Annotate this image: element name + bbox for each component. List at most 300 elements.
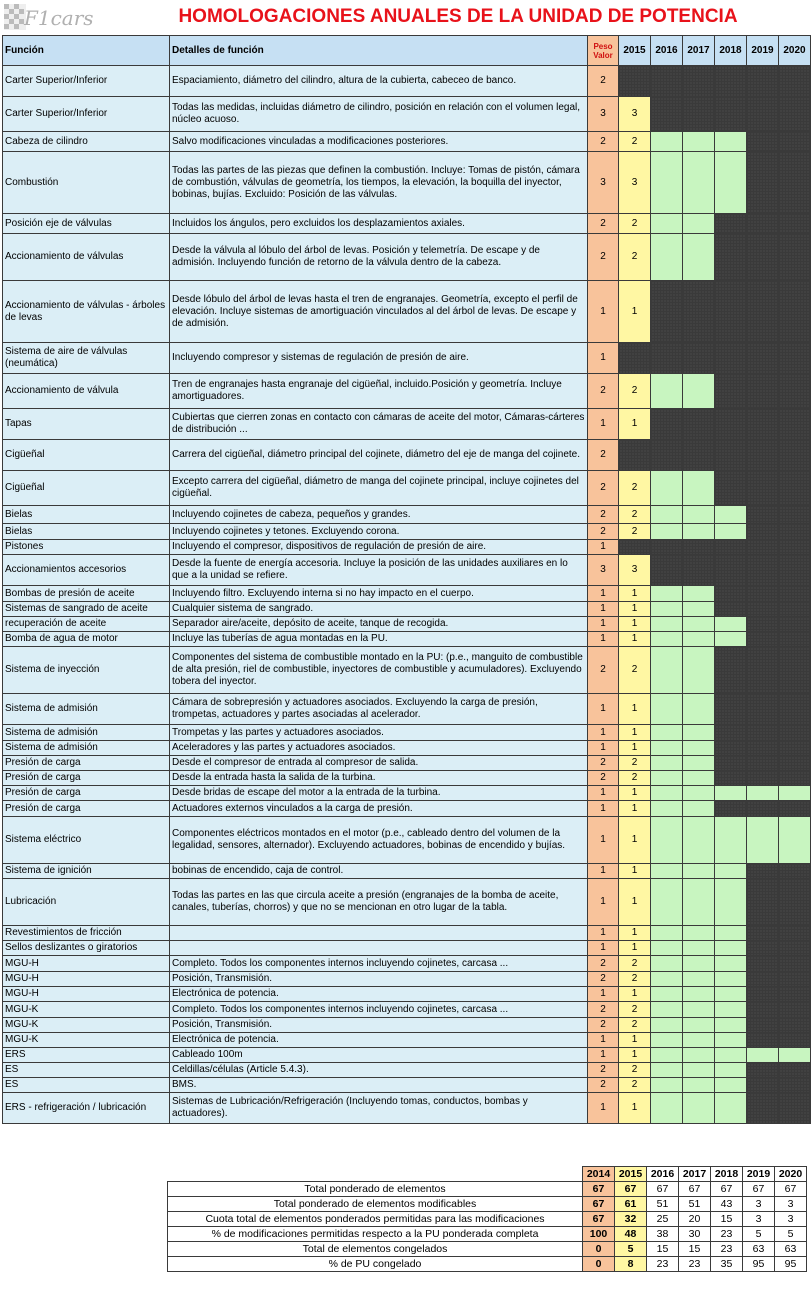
- cell-year-2019: [747, 987, 779, 1002]
- cell-year-2019: [747, 1093, 779, 1124]
- cell-year-2016: [651, 524, 683, 540]
- cell-funcion: Accionamiento de válvula: [3, 374, 170, 409]
- cell-peso-valor: 1: [588, 987, 619, 1002]
- cell-year-2018: [715, 864, 747, 879]
- table-row: [3, 602, 811, 617]
- cell-year-2019: [747, 926, 779, 941]
- cell-year-2018: [715, 506, 747, 524]
- cell-year-2019: [747, 771, 779, 786]
- summary-value-2015: 48: [615, 1227, 647, 1242]
- cell-year-2016: [651, 1078, 683, 1093]
- cell-year-2015: 3: [619, 152, 651, 214]
- cell-year-2020: [779, 343, 811, 374]
- cell-year-2015: 1: [619, 1033, 651, 1048]
- cell-year-2016: [651, 1093, 683, 1124]
- cell-year-2015: 1: [619, 725, 651, 741]
- table-row: [3, 471, 811, 506]
- cell-year-2018: [715, 440, 747, 471]
- cell-year-2018: [715, 524, 747, 540]
- cell-year-2017: [683, 987, 715, 1002]
- summary-year-2014: 2014: [583, 1167, 615, 1182]
- cell-detalles: Incluyendo cojinetes de cabeza, pequeños y grandes.: [170, 506, 588, 524]
- cell-year-2015: 2: [619, 756, 651, 771]
- cell-year-2017: [683, 801, 715, 817]
- cell-peso-valor: 2: [588, 756, 619, 771]
- cell-year-2020: [779, 506, 811, 524]
- cell-year-2018: [715, 632, 747, 647]
- cell-detalles: bobinas de encendido, caja de control.: [170, 864, 588, 879]
- cell-year-2020: [779, 1033, 811, 1048]
- cell-year-2015: 2: [619, 956, 651, 972]
- summary-value-2017: 51: [679, 1197, 711, 1212]
- cell-year-2017: [683, 152, 715, 214]
- cell-detalles: Todas las partes en las que circula aceite a presión (engranajes de la bomba de aceite, canales, tuberías, chorros) y que no se mencionan en otro lugar de la tabla.: [170, 879, 588, 926]
- cell-funcion: Accionamientos accesorios: [3, 555, 170, 586]
- cell-year-2018: [715, 97, 747, 132]
- cell-year-2016: [651, 1018, 683, 1033]
- cell-year-2015: 2: [619, 214, 651, 234]
- cell-year-2017: [683, 1018, 715, 1033]
- summary-value-2020: 95: [775, 1257, 807, 1272]
- cell-year-2019: [747, 540, 779, 555]
- cell-year-2019: [747, 602, 779, 617]
- cell-peso-valor: 2: [588, 972, 619, 987]
- cell-year-2020: [779, 941, 811, 956]
- summary-value-2019: 95: [743, 1257, 775, 1272]
- cell-year-2018: [715, 1018, 747, 1033]
- cell-year-2019: [747, 214, 779, 234]
- cell-detalles: Desde la fuente de energía accesoria. Incluye la posición de las unidades auxiliares en lo que a la unidad se refiere.: [170, 555, 588, 586]
- cell-year-2018: [715, 152, 747, 214]
- cell-year-2019: [747, 801, 779, 817]
- table-row: [3, 786, 811, 801]
- cell-year-2019: [747, 725, 779, 741]
- cell-detalles: Incluyendo filtro. Excluyendo interna si no hay impacto en el cuerpo.: [170, 586, 588, 602]
- cell-year-2019: [747, 956, 779, 972]
- cell-year-2017: [683, 132, 715, 152]
- cell-year-2018: [715, 741, 747, 756]
- cell-year-2017: [683, 864, 715, 879]
- cell-funcion: Tapas: [3, 409, 170, 440]
- svg-text:F1cars: F1cars: [24, 6, 94, 30]
- cell-year-2015: 2: [619, 1002, 651, 1018]
- table-row: [3, 440, 811, 471]
- cell-year-2015: 2: [619, 506, 651, 524]
- table-row: [3, 1018, 811, 1033]
- cell-funcion: Presión de carga: [3, 756, 170, 771]
- cell-year-2015: 1: [619, 602, 651, 617]
- cell-year-2015: 1: [619, 801, 651, 817]
- cell-year-2020: [779, 281, 811, 343]
- summary-table-body: [168, 1167, 807, 1272]
- cell-year-2019: [747, 1078, 779, 1093]
- cell-year-2020: [779, 214, 811, 234]
- cell-year-2020: [779, 617, 811, 632]
- cell-year-2017: [683, 1002, 715, 1018]
- cell-year-2019: [747, 586, 779, 602]
- summary-row: [168, 1197, 807, 1212]
- summary-year-2016: 2016: [647, 1167, 679, 1182]
- cell-year-2015: 1: [619, 1048, 651, 1063]
- summary-year-2020: 2020: [775, 1167, 807, 1182]
- cell-year-2019: [747, 756, 779, 771]
- cell-year-2015: [619, 440, 651, 471]
- cell-year-2017: [683, 281, 715, 343]
- cell-detalles: Todas las partes de las piezas que definen la combustión. Incluye: Tomas de pistón, cámara de combustión, válvulas de geometría, los tiempos, la elevación, la boquilla del inyector, bobinas, bujías. Excluido: Posición de las válvulas.: [170, 152, 588, 214]
- cell-year-2018: [715, 647, 747, 694]
- cell-year-2018: [715, 540, 747, 555]
- cell-year-2015: 2: [619, 771, 651, 786]
- table-row: [3, 506, 811, 524]
- cell-year-2019: [747, 524, 779, 540]
- summary-row: [168, 1212, 807, 1227]
- cell-year-2016: [651, 956, 683, 972]
- table-row: [3, 632, 811, 647]
- cell-year-2020: [779, 864, 811, 879]
- cell-year-2018: [715, 941, 747, 956]
- cell-year-2020: [779, 132, 811, 152]
- summary-value-2014: 67: [583, 1182, 615, 1197]
- cell-year-2019: [747, 817, 779, 864]
- cell-year-2015: 2: [619, 647, 651, 694]
- cell-year-2019: [747, 506, 779, 524]
- table-row: [3, 817, 811, 864]
- cell-year-2015: [619, 540, 651, 555]
- cell-peso-valor: 2: [588, 132, 619, 152]
- cell-peso-valor: 1: [588, 1033, 619, 1048]
- cell-year-2016: [651, 152, 683, 214]
- cell-peso-valor: 2: [588, 1078, 619, 1093]
- cell-year-2015: 1: [619, 1093, 651, 1124]
- cell-year-2019: [747, 647, 779, 694]
- cell-funcion: MGU-K: [3, 1033, 170, 1048]
- f1cars-logo: [4, 4, 104, 30]
- cell-year-2015: 1: [619, 817, 651, 864]
- cell-year-2017: [683, 343, 715, 374]
- cell-funcion: MGU-H: [3, 956, 170, 972]
- cell-funcion: Sistema de admisión: [3, 725, 170, 741]
- cell-year-2016: [651, 941, 683, 956]
- cell-year-2018: [715, 1048, 747, 1063]
- cell-year-2020: [779, 1093, 811, 1124]
- cell-year-2017: [683, 879, 715, 926]
- cell-funcion: Posición eje de válvulas: [3, 214, 170, 234]
- summary-row: [168, 1182, 807, 1197]
- cell-year-2015: 2: [619, 524, 651, 540]
- header-year-2019: 2019: [747, 36, 779, 66]
- table-row: [3, 234, 811, 281]
- cell-year-2019: [747, 617, 779, 632]
- cell-funcion: ES: [3, 1063, 170, 1078]
- cell-year-2015: 1: [619, 741, 651, 756]
- cell-peso-valor: 2: [588, 956, 619, 972]
- cell-year-2018: [715, 926, 747, 941]
- cell-year-2019: [747, 864, 779, 879]
- cell-detalles: Incluye las tuberías de agua montadas en la PU.: [170, 632, 588, 647]
- cell-funcion: Carter Superior/Inferior: [3, 97, 170, 132]
- cell-year-2018: [715, 956, 747, 972]
- cell-detalles: Componentes del sistema de combustible montado en la PU: (p.e., manguito de combustible de alta presión, riel de combustible, inyectores de combustible y acumuladores). Excluyendo tobera del inyector.: [170, 647, 588, 694]
- cell-year-2020: [779, 879, 811, 926]
- cell-year-2020: [779, 97, 811, 132]
- cell-year-2019: [747, 879, 779, 926]
- summary-label: % de PU congelado: [168, 1257, 583, 1272]
- cell-year-2020: [779, 694, 811, 725]
- cell-year-2020: [779, 956, 811, 972]
- cell-year-2019: [747, 471, 779, 506]
- cell-year-2016: [651, 343, 683, 374]
- cell-year-2020: [779, 471, 811, 506]
- cell-year-2015: 2: [619, 234, 651, 281]
- summary-value-2018: 23: [711, 1227, 743, 1242]
- cell-year-2018: [715, 617, 747, 632]
- table-row: [3, 647, 811, 694]
- header-year-2017: 2017: [683, 36, 715, 66]
- cell-funcion: Accionamiento de válvulas - árboles de levas: [3, 281, 170, 343]
- cell-peso-valor: 2: [588, 234, 619, 281]
- table-row: [3, 926, 811, 941]
- cell-year-2020: [779, 1048, 811, 1063]
- table-row: [3, 1078, 811, 1093]
- cell-detalles: Espaciamiento, diámetro del cilindro, altura de la cubierta, cabeceo de banco.: [170, 66, 588, 97]
- cell-year-2020: [779, 741, 811, 756]
- cell-year-2015: 1: [619, 987, 651, 1002]
- cell-year-2020: [779, 374, 811, 409]
- cell-funcion: Presión de carga: [3, 771, 170, 786]
- cell-year-2017: [683, 214, 715, 234]
- cell-year-2016: [651, 879, 683, 926]
- cell-year-2016: [651, 786, 683, 801]
- cell-year-2020: [779, 586, 811, 602]
- cell-year-2016: [651, 617, 683, 632]
- cell-detalles: Salvo modificaciones vinculadas a modificaciones posteriores.: [170, 132, 588, 152]
- cell-year-2019: [747, 343, 779, 374]
- cell-peso-valor: 1: [588, 586, 619, 602]
- cell-year-2020: [779, 817, 811, 864]
- table-row: [3, 987, 811, 1002]
- table-row: [3, 617, 811, 632]
- cell-funcion: Accionamiento de válvulas: [3, 234, 170, 281]
- cell-year-2019: [747, 97, 779, 132]
- cell-year-2017: [683, 602, 715, 617]
- cell-year-2016: [651, 132, 683, 152]
- cell-year-2016: [651, 66, 683, 97]
- table-row: [3, 771, 811, 786]
- cell-funcion: MGU-K: [3, 1018, 170, 1033]
- cell-detalles: Incluyendo compresor y sistemas de regulación de presión de aire.: [170, 343, 588, 374]
- cell-year-2015: 1: [619, 786, 651, 801]
- cell-detalles: Actuadores externos vinculados a la carga de presión.: [170, 801, 588, 817]
- cell-detalles: Cualquier sistema de sangrado.: [170, 602, 588, 617]
- summary-label: Total ponderado de elementos: [168, 1182, 583, 1197]
- cell-year-2018: [715, 987, 747, 1002]
- summary-value-2019: 3: [743, 1212, 775, 1227]
- cell-year-2015: [619, 343, 651, 374]
- cell-year-2018: [715, 1002, 747, 1018]
- cell-year-2020: [779, 786, 811, 801]
- summary-value-2020: 3: [775, 1197, 807, 1212]
- cell-year-2018: [715, 374, 747, 409]
- cell-year-2018: [715, 972, 747, 987]
- cell-year-2017: [683, 1078, 715, 1093]
- summary-value-2015: 32: [615, 1212, 647, 1227]
- cell-peso-valor: 1: [588, 540, 619, 555]
- summary-value-2018: 15: [711, 1212, 743, 1227]
- cell-detalles: Incluyendo cojinetes y tetones. Excluyendo corona.: [170, 524, 588, 540]
- cell-year-2016: [651, 972, 683, 987]
- header-funcion: Función: [3, 36, 170, 66]
- cell-peso-valor: 1: [588, 864, 619, 879]
- cell-year-2019: [747, 694, 779, 725]
- cell-year-2017: [683, 1093, 715, 1124]
- cell-peso-valor: 1: [588, 617, 619, 632]
- summary-value-2016: 38: [647, 1227, 679, 1242]
- cell-year-2020: [779, 801, 811, 817]
- cell-year-2018: [715, 471, 747, 506]
- cell-year-2017: [683, 756, 715, 771]
- cell-peso-valor: 1: [588, 281, 619, 343]
- cell-peso-valor: 1: [588, 1048, 619, 1063]
- cell-year-2017: [683, 926, 715, 941]
- cell-funcion: Sistema de admisión: [3, 694, 170, 725]
- summary-value-2019: 63: [743, 1242, 775, 1257]
- summary-value-2014: 0: [583, 1242, 615, 1257]
- header-detalles: Detalles de función: [170, 36, 588, 66]
- summary-header-row: [168, 1167, 807, 1182]
- summary-value-2020: 63: [775, 1242, 807, 1257]
- cell-year-2016: [651, 926, 683, 941]
- cell-year-2016: [651, 374, 683, 409]
- cell-year-2015: 3: [619, 555, 651, 586]
- cell-year-2019: [747, 632, 779, 647]
- cell-year-2017: [683, 1063, 715, 1078]
- cell-funcion: Sistema de aire de válvulas (neumática): [3, 343, 170, 374]
- summary-value-2014: 100: [583, 1227, 615, 1242]
- cell-year-2018: [715, 343, 747, 374]
- table-row: [3, 1033, 811, 1048]
- cell-year-2019: [747, 1048, 779, 1063]
- cell-year-2019: [747, 1063, 779, 1078]
- summary-value-2018: 67: [711, 1182, 743, 1197]
- cell-year-2016: [651, 1048, 683, 1063]
- summary-table: [167, 1166, 807, 1272]
- cell-year-2020: [779, 926, 811, 941]
- cell-funcion: Pistones: [3, 540, 170, 555]
- cell-year-2017: [683, 972, 715, 987]
- cell-funcion: MGU-H: [3, 987, 170, 1002]
- cell-year-2018: [715, 817, 747, 864]
- cell-year-2017: [683, 506, 715, 524]
- cell-year-2018: [715, 234, 747, 281]
- cell-year-2016: [651, 440, 683, 471]
- cell-peso-valor: 2: [588, 471, 619, 506]
- table-row: [3, 540, 811, 555]
- table-row: [3, 152, 811, 214]
- table-row: [3, 66, 811, 97]
- summary-label: % de modificaciones permitidas respecto a la PU ponderada completa: [168, 1227, 583, 1242]
- cell-year-2018: [715, 694, 747, 725]
- table-row: [3, 555, 811, 586]
- table-row: [3, 801, 811, 817]
- summary-value-2017: 30: [679, 1227, 711, 1242]
- cell-year-2020: [779, 1078, 811, 1093]
- cell-year-2017: [683, 741, 715, 756]
- summary-value-2017: 20: [679, 1212, 711, 1227]
- cell-peso-valor: 2: [588, 1002, 619, 1018]
- cell-year-2016: [651, 281, 683, 343]
- cell-year-2017: [683, 786, 715, 801]
- cell-peso-valor: 1: [588, 941, 619, 956]
- summary-value-2016: 67: [647, 1182, 679, 1197]
- cell-peso-valor: 2: [588, 440, 619, 471]
- cell-year-2017: [683, 471, 715, 506]
- table-row: [3, 972, 811, 987]
- cell-year-2017: [683, 1033, 715, 1048]
- summary-value-2016: 51: [647, 1197, 679, 1212]
- cell-funcion: Cabeza de cilindro: [3, 132, 170, 152]
- cell-peso-valor: 2: [588, 1063, 619, 1078]
- summary-value-2020: 3: [775, 1212, 807, 1227]
- table-row: [3, 879, 811, 926]
- cell-year-2018: [715, 725, 747, 741]
- summary-value-2014: 67: [583, 1197, 615, 1212]
- cell-funcion: Carter Superior/Inferior: [3, 66, 170, 97]
- summary-value-2017: 23: [679, 1257, 711, 1272]
- cell-year-2018: [715, 555, 747, 586]
- table-row: [3, 524, 811, 540]
- table-row: [3, 756, 811, 771]
- cell-year-2018: [715, 66, 747, 97]
- cell-year-2018: [715, 756, 747, 771]
- cell-year-2017: [683, 409, 715, 440]
- summary-year-2019: 2019: [743, 1167, 775, 1182]
- cell-year-2016: [651, 817, 683, 864]
- cell-year-2019: [747, 234, 779, 281]
- table-row: [3, 694, 811, 725]
- table-row: [3, 97, 811, 132]
- cell-year-2018: [715, 1078, 747, 1093]
- cell-detalles: Celdillas/células (Article 5.4.3).: [170, 1063, 588, 1078]
- cell-detalles: Incluidos los ángulos, pero excluidos los desplazamientos axiales.: [170, 214, 588, 234]
- cell-peso-valor: 2: [588, 506, 619, 524]
- cell-year-2015: 1: [619, 941, 651, 956]
- cell-detalles: Electrónica de potencia.: [170, 987, 588, 1002]
- cell-year-2019: [747, 132, 779, 152]
- cell-year-2019: [747, 440, 779, 471]
- cell-year-2016: [651, 864, 683, 879]
- cell-year-2015: 1: [619, 409, 651, 440]
- cell-detalles: Incluyendo el compresor, dispositivos de regulación de presión de aire.: [170, 540, 588, 555]
- summary-value-2018: 43: [711, 1197, 743, 1212]
- cell-year-2015: 2: [619, 1078, 651, 1093]
- cell-year-2018: [715, 1033, 747, 1048]
- cell-year-2017: [683, 617, 715, 632]
- summary-value-2016: 23: [647, 1257, 679, 1272]
- cell-year-2020: [779, 524, 811, 540]
- cell-year-2020: [779, 409, 811, 440]
- summary-value-2015: 8: [615, 1257, 647, 1272]
- cell-year-2017: [683, 234, 715, 281]
- cell-detalles: Desde lóbulo del árbol de levas hasta el tren de engranajes. Geometría, excepto el perfil de elevación. Incluye sistemas de amortiguación vinculados al del árbol de levas. De escape y de admisión.: [170, 281, 588, 343]
- cell-year-2017: [683, 555, 715, 586]
- cell-year-2020: [779, 152, 811, 214]
- cell-funcion: Presión de carga: [3, 786, 170, 801]
- cell-year-2020: [779, 725, 811, 741]
- cell-year-2018: [715, 409, 747, 440]
- cell-year-2016: [651, 540, 683, 555]
- cell-year-2016: [651, 1002, 683, 1018]
- cell-detalles: Cubiertas que cierren zonas en contacto con cámaras de aceite del motor, Cámaras-cárteres de distribución ...: [170, 409, 588, 440]
